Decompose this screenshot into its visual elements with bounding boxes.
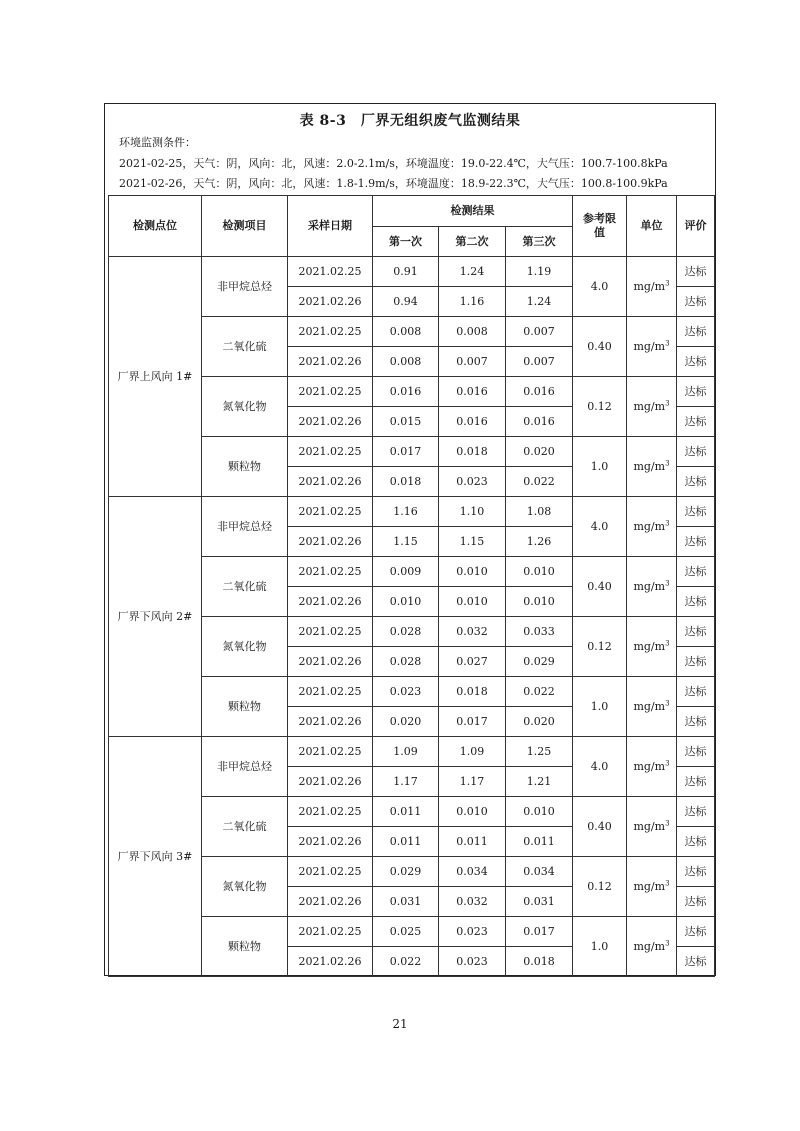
unit-text: mg/m	[633, 519, 666, 533]
sample-date: 2021.02.25	[288, 797, 373, 827]
result-first: 1.09	[373, 737, 439, 767]
sample-date: 2021.02.25	[288, 437, 373, 467]
result-third: 0.020	[506, 707, 573, 737]
header-results: 检测结果	[373, 196, 573, 227]
sample-date: 2021.02.26	[288, 767, 373, 797]
result-first: 0.020	[373, 707, 439, 737]
item-name: 氮氧化物	[202, 857, 288, 917]
reference-limit: 4.0	[573, 497, 627, 557]
sample-date: 2021.02.25	[288, 917, 373, 947]
item-name: 二氧化硫	[202, 797, 288, 857]
result-third: 0.016	[506, 407, 573, 437]
results-body	[109, 257, 715, 977]
reference-limit: 0.12	[573, 377, 627, 437]
result-second: 1.16	[439, 287, 506, 317]
sample-date: 2021.02.25	[288, 257, 373, 287]
evaluation: 达标	[677, 467, 715, 497]
result-first: 1.17	[373, 767, 439, 797]
unit-cell	[627, 737, 677, 797]
unit-text: mg/m	[633, 399, 666, 413]
unit-cell	[627, 257, 677, 317]
reference-limit: 1.0	[573, 437, 627, 497]
unit-text: mg/m	[633, 639, 666, 653]
evaluation: 达标	[677, 947, 715, 977]
sample-date: 2021.02.26	[288, 527, 373, 557]
sample-date: 2021.02.26	[288, 587, 373, 617]
unit-cell	[627, 857, 677, 917]
result-third: 0.033	[506, 617, 573, 647]
evaluation: 达标	[677, 497, 715, 527]
unit-text: mg/m	[633, 699, 666, 713]
sample-date: 2021.02.25	[288, 317, 373, 347]
unit-text: mg/m	[633, 939, 666, 953]
result-third: 1.26	[506, 527, 573, 557]
unit-text: mg/m	[633, 339, 666, 353]
result-second: 0.034	[439, 857, 506, 887]
header-item: 检测项目	[202, 196, 288, 257]
result-second: 0.016	[439, 377, 506, 407]
item-name: 二氧化硫	[202, 557, 288, 617]
result-third: 0.018	[506, 947, 573, 977]
evaluation: 达标	[677, 887, 715, 917]
result-second: 1.24	[439, 257, 506, 287]
unit-cell	[627, 557, 677, 617]
unit-cell	[627, 317, 677, 377]
table-row	[109, 737, 715, 767]
evaluation: 达标	[677, 797, 715, 827]
table-title: 表 8-3 厂界无组织废气监测结果	[299, 113, 521, 129]
result-second: 0.018	[439, 677, 506, 707]
result-third: 0.016	[506, 377, 573, 407]
result-first: 0.025	[373, 917, 439, 947]
result-third: 0.029	[506, 647, 573, 677]
result-first: 0.031	[373, 887, 439, 917]
sample-date: 2021.02.26	[288, 347, 373, 377]
unit-exponent: 3	[665, 818, 670, 827]
reference-limit: 0.40	[573, 797, 627, 857]
unit-text: mg/m	[633, 279, 666, 293]
sample-date: 2021.02.25	[288, 557, 373, 587]
header-first: 第一次	[373, 227, 439, 257]
unit-text: mg/m	[633, 759, 666, 773]
header-point: 检测点位	[109, 196, 202, 257]
sample-date: 2021.02.25	[288, 377, 373, 407]
unit-exponent: 3	[665, 398, 670, 407]
result-second: 0.032	[439, 617, 506, 647]
evaluation: 达标	[677, 587, 715, 617]
sample-date: 2021.02.25	[288, 677, 373, 707]
result-third: 0.034	[506, 857, 573, 887]
sample-date: 2021.02.26	[288, 407, 373, 437]
evaluation: 达标	[677, 557, 715, 587]
result-second: 0.018	[439, 437, 506, 467]
table-row	[109, 497, 715, 527]
result-second: 1.10	[439, 497, 506, 527]
result-third: 0.020	[506, 437, 573, 467]
reference-limit: 0.40	[573, 317, 627, 377]
result-first: 0.028	[373, 617, 439, 647]
result-second: 0.017	[439, 707, 506, 737]
result-second: 0.008	[439, 317, 506, 347]
result-second: 0.027	[439, 647, 506, 677]
result-third: 1.21	[506, 767, 573, 797]
result-third: 0.022	[506, 467, 573, 497]
conditions-heading: 环境监测条件：	[119, 136, 196, 149]
result-third: 0.031	[506, 887, 573, 917]
table-row	[109, 257, 715, 287]
reference-limit: 0.40	[573, 557, 627, 617]
unit-text: mg/m	[633, 819, 666, 833]
result-first: 0.011	[373, 797, 439, 827]
item-name: 非甲烷总烃	[202, 737, 288, 797]
unit-cell	[627, 917, 677, 977]
evaluation: 达标	[677, 737, 715, 767]
sample-date: 2021.02.26	[288, 467, 373, 497]
item-name: 氮氧化物	[202, 617, 288, 677]
page-number: 21	[392, 1017, 408, 1031]
result-second: 0.007	[439, 347, 506, 377]
result-second: 0.032	[439, 887, 506, 917]
result-first: 0.008	[373, 317, 439, 347]
unit-cell	[627, 497, 677, 557]
result-first: 1.16	[373, 497, 439, 527]
item-name: 颗粒物	[202, 437, 288, 497]
sample-date: 2021.02.25	[288, 737, 373, 767]
unit-cell	[627, 797, 677, 857]
evaluation: 达标	[677, 377, 715, 407]
result-second: 1.15	[439, 527, 506, 557]
sample-date: 2021.02.26	[288, 887, 373, 917]
sample-date: 2021.02.25	[288, 497, 373, 527]
result-first: 0.029	[373, 857, 439, 887]
result-first: 0.009	[373, 557, 439, 587]
unit-cell	[627, 437, 677, 497]
reference-limit: 4.0	[573, 737, 627, 797]
unit-cell	[627, 377, 677, 437]
header-second: 第二次	[439, 227, 506, 257]
evaluation: 达标	[677, 707, 715, 737]
evaluation: 达标	[677, 767, 715, 797]
unit-exponent: 3	[665, 578, 670, 587]
unit-cell	[627, 677, 677, 737]
evaluation: 达标	[677, 857, 715, 887]
result-first: 0.028	[373, 647, 439, 677]
result-first: 0.011	[373, 827, 439, 857]
evaluation: 达标	[677, 917, 715, 947]
result-third: 0.011	[506, 827, 573, 857]
evaluation: 达标	[677, 257, 715, 287]
result-first: 0.010	[373, 587, 439, 617]
result-second: 1.17	[439, 767, 506, 797]
result-second: 0.016	[439, 407, 506, 437]
point-name: 厂界下风向 2#	[109, 497, 202, 737]
unit-exponent: 3	[665, 458, 670, 467]
result-first: 0.94	[373, 287, 439, 317]
item-name: 二氧化硫	[202, 317, 288, 377]
unit-exponent: 3	[665, 698, 670, 707]
reference-limit: 4.0	[573, 257, 627, 317]
header-third: 第三次	[506, 227, 573, 257]
sample-date: 2021.02.26	[288, 827, 373, 857]
result-first: 0.017	[373, 437, 439, 467]
result-first: 0.008	[373, 347, 439, 377]
unit-exponent: 3	[665, 758, 670, 767]
result-second: 0.011	[439, 827, 506, 857]
result-third: 1.19	[506, 257, 573, 287]
item-name: 颗粒物	[202, 677, 288, 737]
unit-cell	[627, 617, 677, 677]
item-name: 非甲烷总烃	[202, 497, 288, 557]
conditions-line-2: 2021-02-26，天气：阴，风向：北，风速：1.8-1.9m/s，环境温度：18.9-22.3℃，大气压：100.8-100.9kPa	[119, 177, 668, 190]
result-second: 0.010	[439, 797, 506, 827]
result-third: 1.24	[506, 287, 573, 317]
result-third: 0.007	[506, 347, 573, 377]
result-third: 1.08	[506, 497, 573, 527]
item-name: 非甲烷总烃	[202, 257, 288, 317]
result-first: 0.015	[373, 407, 439, 437]
result-first: 0.016	[373, 377, 439, 407]
item-name: 颗粒物	[202, 917, 288, 977]
evaluation: 达标	[677, 527, 715, 557]
evaluation: 达标	[677, 437, 715, 467]
header-eval: 评价	[677, 196, 715, 257]
sample-date: 2021.02.25	[288, 617, 373, 647]
evaluation: 达标	[677, 407, 715, 437]
result-second: 0.010	[439, 587, 506, 617]
result-first: 0.91	[373, 257, 439, 287]
point-name: 厂界上风向 1#	[109, 257, 202, 497]
evaluation: 达标	[677, 317, 715, 347]
evaluation: 达标	[677, 287, 715, 317]
result-first: 0.023	[373, 677, 439, 707]
item-name: 氮氧化物	[202, 377, 288, 437]
sample-date: 2021.02.25	[288, 857, 373, 887]
evaluation: 达标	[677, 677, 715, 707]
result-third: 0.010	[506, 557, 573, 587]
result-third: 0.017	[506, 917, 573, 947]
unit-text: mg/m	[633, 459, 666, 473]
point-name: 厂界下风向 3#	[109, 737, 202, 977]
unit-exponent: 3	[665, 938, 670, 947]
evaluation: 达标	[677, 617, 715, 647]
header-ref: 参考限值	[573, 196, 627, 257]
unit-exponent: 3	[665, 878, 670, 887]
conditions-line-1: 2021-02-25，天气：阴，风向：北，风速：2.0-2.1m/s，环境温度：19.0-22.4℃，大气压：100.7-100.8kPa	[119, 157, 668, 170]
results-table	[108, 195, 715, 977]
unit-exponent: 3	[665, 638, 670, 647]
result-third: 1.25	[506, 737, 573, 767]
sample-date: 2021.02.26	[288, 707, 373, 737]
unit-text: mg/m	[633, 579, 666, 593]
result-third: 0.010	[506, 797, 573, 827]
sample-date: 2021.02.26	[288, 947, 373, 977]
evaluation: 达标	[677, 647, 715, 677]
result-third: 0.007	[506, 317, 573, 347]
sample-date: 2021.02.26	[288, 647, 373, 677]
result-first: 1.15	[373, 527, 439, 557]
result-second: 0.023	[439, 467, 506, 497]
evaluation: 达标	[677, 347, 715, 377]
evaluation: 达标	[677, 827, 715, 857]
header-unit: 单位	[627, 196, 677, 257]
unit-exponent: 3	[665, 338, 670, 347]
reference-limit: 0.12	[573, 857, 627, 917]
unit-exponent: 3	[665, 518, 670, 527]
result-first: 0.018	[373, 467, 439, 497]
result-third: 0.010	[506, 587, 573, 617]
header-date: 采样日期	[288, 196, 373, 257]
result-second: 0.010	[439, 557, 506, 587]
reference-limit: 0.12	[573, 617, 627, 677]
result-third: 0.022	[506, 677, 573, 707]
result-second: 0.023	[439, 917, 506, 947]
unit-exponent: 3	[665, 278, 670, 287]
reference-limit: 1.0	[573, 917, 627, 977]
reference-limit: 1.0	[573, 677, 627, 737]
result-second: 0.023	[439, 947, 506, 977]
result-first: 0.022	[373, 947, 439, 977]
unit-text: mg/m	[633, 879, 666, 893]
result-second: 1.09	[439, 737, 506, 767]
sample-date: 2021.02.26	[288, 287, 373, 317]
